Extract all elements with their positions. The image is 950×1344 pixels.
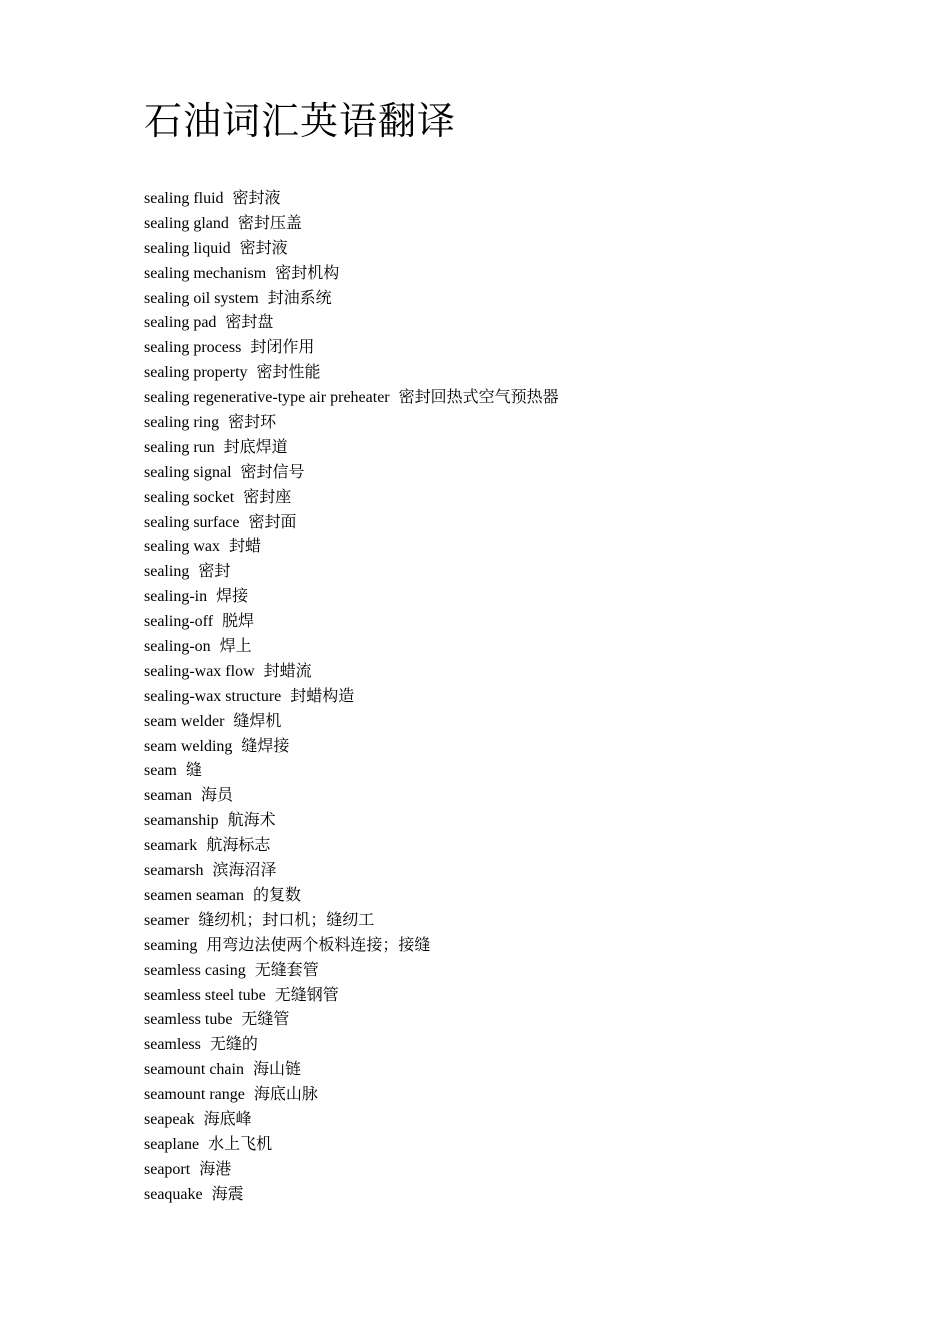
- entry-translation: 密封盘: [225, 314, 274, 332]
- entry-term: seamount chain: [144, 1061, 244, 1079]
- entry-translation: 海震: [211, 1185, 244, 1203]
- glossary-entry: [144, 1083, 559, 1108]
- entry-term: seamount range: [144, 1086, 245, 1104]
- glossary-entry: [144, 486, 559, 511]
- entry-term: sealing socket: [144, 488, 235, 506]
- glossary-entry: [144, 262, 559, 287]
- entry-term: sealing gland: [144, 214, 229, 232]
- entry-translation: 密封座: [243, 488, 292, 506]
- glossary-entry: [144, 511, 559, 536]
- glossary-entry: [144, 436, 559, 461]
- glossary-entry: [144, 1133, 559, 1158]
- glossary-entry: [144, 386, 559, 411]
- entry-translation: 缝焊接: [241, 737, 290, 755]
- glossary-entry: [144, 461, 559, 486]
- entry-term: sealing run: [144, 438, 215, 456]
- glossary-entry: [144, 1058, 559, 1083]
- entry-translation: 封蜡构造: [290, 687, 355, 705]
- entry-translation: 海员: [200, 787, 233, 805]
- entry-translation: 缝纫机；封口机；缝纫工: [198, 911, 375, 929]
- entry-translation: 无缝管: [241, 1011, 290, 1029]
- glossary-entry: [144, 212, 559, 237]
- entry-translation: 封蜡流: [263, 662, 312, 680]
- glossary-entry: [144, 884, 559, 909]
- glossary-entry: [144, 859, 559, 884]
- entry-term: seamless tube: [144, 1011, 233, 1029]
- entry-translation: 无缝套管: [254, 961, 319, 979]
- glossary-entry: [144, 336, 559, 361]
- glossary-entry: [144, 685, 559, 710]
- glossary-entry: [144, 560, 559, 585]
- glossary-entry: [144, 187, 559, 212]
- entry-translation: 缝: [185, 762, 202, 780]
- entry-translation: 用弯边法使两个板料连接；接缝: [206, 936, 431, 954]
- entry-term: sealing ring: [144, 414, 220, 432]
- entry-translation: 海山链: [252, 1061, 301, 1079]
- glossary-entry: [144, 411, 559, 436]
- glossary-entry: [144, 984, 559, 1009]
- glossary-entry: [144, 909, 559, 934]
- document-title: 石油词汇英语翻译: [144, 101, 457, 143]
- glossary-entry: [144, 1108, 559, 1133]
- entry-translation: 密封面: [248, 513, 297, 531]
- entry-translation: 航海标志: [206, 837, 271, 855]
- entry-translation: 缝焊机: [233, 712, 282, 730]
- entry-term: sealing fluid: [144, 190, 224, 207]
- entry-translation: 滨海沼泽: [212, 862, 277, 880]
- entry-translation: 密封液: [232, 190, 281, 207]
- entry-term: seamark: [144, 837, 198, 855]
- entry-translation: 焊上: [219, 638, 252, 656]
- glossary-entry: [144, 1158, 559, 1183]
- entry-term: seaquake: [144, 1185, 203, 1203]
- entry-translation: 焊接: [216, 588, 249, 606]
- entry-term: sealing-off: [144, 613, 214, 631]
- glossary-entry: [144, 287, 559, 312]
- glossary-entry: [144, 710, 559, 735]
- glossary-entry: [144, 934, 559, 959]
- entry-term: seamless steel tube: [144, 986, 266, 1004]
- entry-translation: 海港: [199, 1160, 232, 1178]
- entry-translation: 航海术: [227, 812, 276, 830]
- entry-term: seamanship: [144, 812, 219, 830]
- entry-translation: 无缝的: [209, 1036, 258, 1054]
- entry-term: seamless: [144, 1036, 201, 1054]
- entry-translation: 封闭作用: [250, 339, 315, 357]
- glossary-entry: [144, 1183, 559, 1208]
- entry-term: sealing property: [144, 364, 248, 382]
- entry-term: sealing mechanism: [144, 264, 267, 282]
- entry-term: seamless casing: [144, 961, 246, 979]
- entry-term: seaport: [144, 1160, 191, 1178]
- entry-term: sealing wax: [144, 538, 220, 556]
- entry-term: seam welder: [144, 712, 225, 730]
- entry-term: sealing: [144, 563, 190, 581]
- entry-term: sealing signal: [144, 463, 232, 481]
- entry-translation: 的复数: [252, 886, 301, 904]
- entry-translation: 封蜡: [228, 538, 261, 556]
- glossary-entry: [144, 784, 559, 809]
- glossary-entry: [144, 735, 559, 760]
- entry-translation: 密封性能: [256, 364, 321, 382]
- entry-translation: 密封环: [228, 414, 277, 432]
- entry-term: sealing-wax structure: [144, 687, 282, 705]
- entry-translation: 密封: [198, 563, 231, 581]
- entry-term: seamer: [144, 911, 190, 929]
- entry-translation: 封底焊道: [223, 438, 288, 456]
- entry-translation: 海底峰: [203, 1110, 252, 1128]
- entry-term: seam: [144, 762, 177, 780]
- glossary-entry: [144, 361, 559, 386]
- entry-translation: 密封信号: [240, 463, 305, 481]
- entry-translation: 密封机构: [275, 264, 340, 282]
- glossary-list: [144, 187, 559, 1208]
- entry-term: seapeak: [144, 1110, 195, 1128]
- glossary-entry: [144, 1033, 559, 1058]
- glossary-entry: [144, 959, 559, 984]
- glossary-entry: [144, 610, 559, 635]
- entry-translation: 无缝钢管: [274, 986, 339, 1004]
- entry-translation: 脱焊: [222, 613, 255, 631]
- glossary-entry: [144, 834, 559, 859]
- entry-term: sealing liquid: [144, 239, 231, 257]
- glossary-entry: [144, 311, 559, 336]
- entry-term: sealing-on: [144, 638, 211, 656]
- entry-translation: 海底山脉: [253, 1086, 318, 1104]
- entry-term: seamarsh: [144, 862, 204, 880]
- entry-translation: 封油系统: [267, 289, 332, 307]
- entry-term: seaming: [144, 936, 198, 954]
- entry-term: sealing pad: [144, 314, 217, 332]
- glossary-entry: [144, 585, 559, 610]
- entry-term: sealing-in: [144, 588, 208, 606]
- entry-term: sealing process: [144, 339, 242, 357]
- entry-translation: 密封液: [239, 239, 288, 257]
- entry-term: seam welding: [144, 737, 233, 755]
- glossary-entry: [144, 1008, 559, 1033]
- glossary-entry: [144, 535, 559, 560]
- entry-term: seaplane: [144, 1135, 200, 1153]
- entry-translation: 密封回热式空气预热器: [398, 389, 559, 407]
- glossary-entry: [144, 635, 559, 660]
- entry-translation: 水上飞机: [208, 1135, 273, 1153]
- glossary-entry: [144, 660, 559, 685]
- glossary-entry: [144, 237, 559, 262]
- entry-term: sealing-wax flow: [144, 662, 255, 680]
- entry-term: seaman: [144, 787, 192, 805]
- entry-term: sealing surface: [144, 513, 240, 531]
- entry-term: sealing regenerative-type air preheater: [144, 389, 390, 407]
- glossary-entry: [144, 809, 559, 834]
- entry-translation: 密封压盖: [237, 214, 302, 232]
- entry-term: sealing oil system: [144, 289, 259, 307]
- entry-term: seamen seaman: [144, 886, 244, 904]
- glossary-entry: [144, 759, 559, 784]
